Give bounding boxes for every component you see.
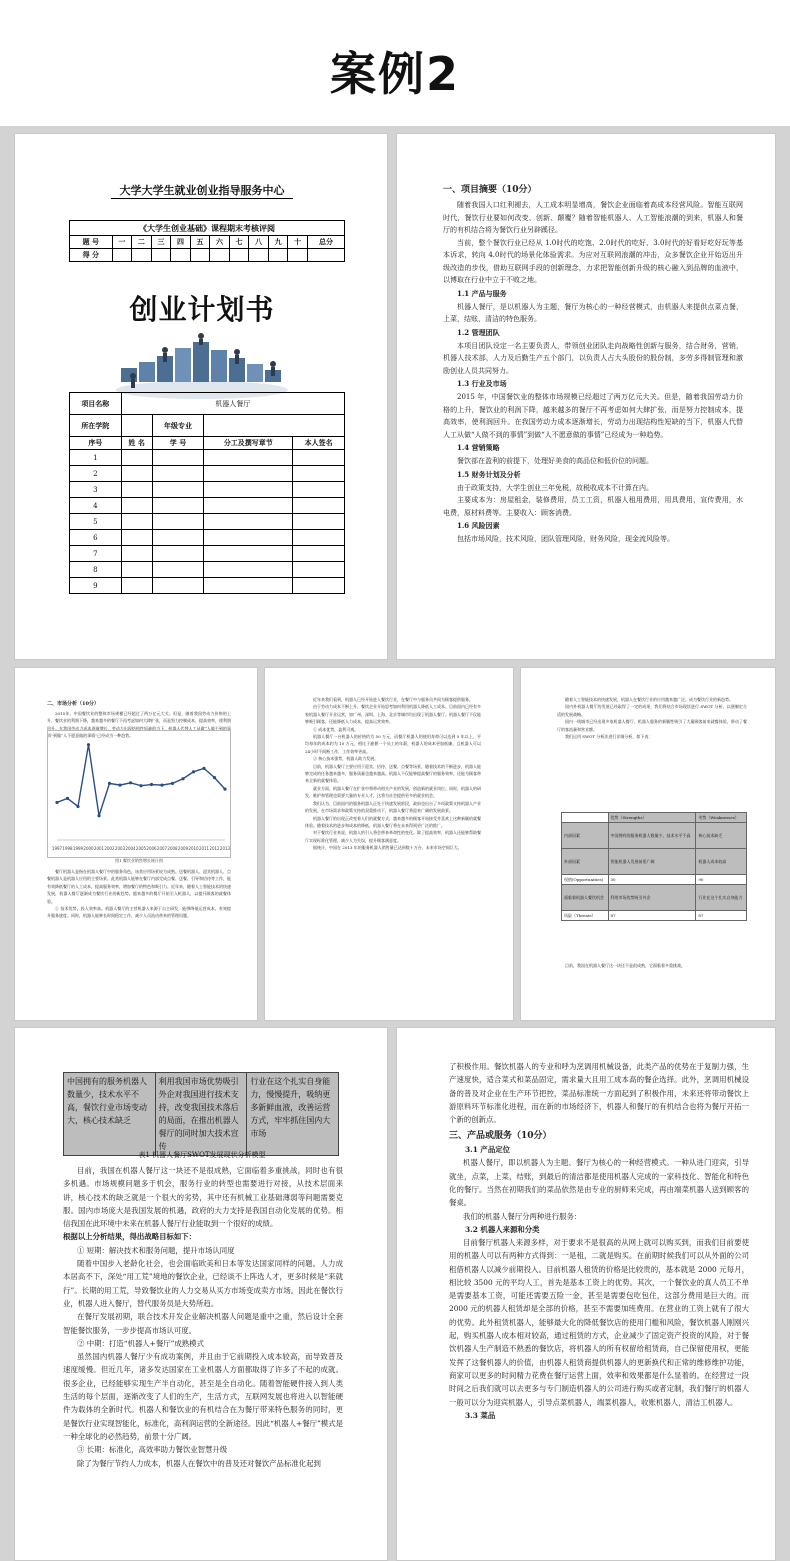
team-header: 学 号 <box>152 437 204 450</box>
team-row-number: 1 <box>70 450 122 466</box>
score-header: 二 <box>132 236 152 249</box>
project-label: 项目名称 <box>70 393 122 415</box>
paragraph: 随着我国人口红利褪去，人工成本明显增高，餐饮企业面临着高成本经营风险。智能互联网时代，餐饮行业要如何改变、创新、颠覆？随着智能机器人、人工智能浪潮的到来，机器人和餐厅的有机结合将为餐饮行业另辟蹊径。 <box>443 201 743 234</box>
market-body <box>47 868 231 920</box>
x-tick-label: 2009 <box>177 846 189 851</box>
data-point <box>66 797 69 800</box>
x-tick-label: 2006 <box>146 846 157 851</box>
strategy-heading: 根据以上分析结果，得出战略目标如下： <box>63 1232 197 1242</box>
paragraph: 对于餐饮行业来说，机器人的引入将会带来革命性的变化。除了提高效率，机器人还能够帮助餐厅实现标准化管理，减少人为失误，提升顾客满意度。 <box>305 830 481 843</box>
score-header: 题 号 <box>70 236 113 249</box>
team-row-number: 9 <box>70 578 122 594</box>
sales-growth-line-chart <box>47 730 231 858</box>
data-point <box>213 776 216 779</box>
swot-cell: 中国拥有的服务机器人数量少，技术水平不高，餐饮行业市场变动大，核心技术缺乏 <box>64 1073 156 1156</box>
section-heading: 二、市场分析（10分） <box>47 701 99 707</box>
x-tick-label: 1997 <box>51 846 63 851</box>
paragraph: 2015 年，中国餐饮业的整体市场规模已经超过了两万亿元大关。但是，随着我国劳动力价格的上升，餐饮业的利润下降，越来越多的餐厅不再考虑如何大肆扩张，而是努力控制成本，提高效率，使利润回升。在我国劳动力成本逐渐增长，劳动力出现结构性短缺的当下，机器人代替人工从做“人做不到的事情”到做“人不愿意做的事情”已经成为一种趋势。 <box>443 393 743 439</box>
x-tick-label: 2004 <box>125 846 136 851</box>
analysis-text <box>305 696 481 852</box>
paragraph: 虽然国内机器人餐厅少有成功案例，并且由于它前期投入成本较高，而导致普及速度缓慢。但近几年，诸多发达国家在工业机器人方面都取得了许多了不起的成就。很多企业，已经能够实现生产半自动化，甚至是全自动化。随着智能硬件接入到人类生活的每个层面，逐渐改变了人们的生产，生活方式，互联网发展也将进入以智能硬件为载体的全新时代。机器人和餐饮业的有机结合在为餐厅带来特色服务的同时，更是餐饮行业实现智能化，标准化，高利润运营的全新途径。因此“机器人+餐厅”模式是一种全球化的必然趋势，前景十分广阔。 <box>63 1352 343 1441</box>
score-header: 七 <box>229 236 249 249</box>
table-caption: 表1 机器人餐厅SWOT发展现状分析模型 <box>138 1151 266 1159</box>
subsection-heading: 1.6 风险因素 <box>457 521 500 530</box>
paragraph: 当前，整个餐饮行业已经从 1.0时代的吃饱、2.0时代的吃好、3.0时代的好看好吃好玩等基本诉求，转向 4.0时代的场景化体验需求。为应对互联网浪潮的冲击，众多餐饮企业开始迈出升级改造的步伐，借助互联网手段的创新理念，力求把智能创新升级的核心融入到品牌的血液中，以博取在行业中立于不败之地。 <box>443 238 743 284</box>
swot-cell: 中国拥有的服务机器人数量少，技术水平不高 <box>608 823 696 849</box>
chart-frame <box>48 731 231 858</box>
data-point <box>181 777 184 780</box>
document-page-strategy <box>14 1027 388 1561</box>
paragraph: 目前餐厅机器人来源多样，对于要求不是很高的从网上就可以购买到，而我们目前要使用的机器人可以有两种方式得到：一是租，二就是购买。在前期时候我们可以从外面的公司租借机器人以减少前期投入。目前机器人租赁的价格是比较贵的，基本就是 2000 元每月，相比较 3500 元的平均人工，首先是基本工资上的优势。其次，一个餐饮业的真人员工不单是需要基本工资，可能还需要五险一金，甚至是需要包吃包住，这部分费用是巨大的。而 2000 元的机器人租赁却是全部的价格，甚至不需要加班费用。在营业的工资上就有了很大的优势。此外租赁机器人，能够最大化的降低餐饮店的使用门槛和风险，餐饮机器人刚刚兴起，购买机器人成本相对较高，通过租赁的方式，企业减少了固定资产投资的风险，对于餐饮机器人生产制造不熟悉的餐饮店，将机器人的所有权留给租赁商，自己保留使用权，更能发挥了这餐机器人的价值，由机器人租赁商提供机器人的更新换代和正常的维修维护功能，商家可以更多的时间精力花费在餐厅运营上面，效率和效果都是什么显着的。在经营过一段时间之后我们就可以去更多与专门制造机器人的公司进行购买或者定制，我们餐厅的机器人一般可以分为迎宾机器人，引导点菜机器人，端菜机器人，收账机器人，清洁工机器人。 <box>449 1237 749 1407</box>
score-table <box>69 220 345 262</box>
swot-row-label: 风险（Threats） <box>562 911 609 921</box>
x-tick-label: 2003 <box>114 846 126 851</box>
school-label: 所在学院 <box>70 415 122 437</box>
paragraph: ② 中期：打造“机器人+餐厅”成熟模式 <box>77 1338 204 1348</box>
grade-label: 年级专业 <box>152 415 204 437</box>
subsection-heading: 1.2 管理团队 <box>457 327 500 337</box>
eval-caption: 《大学生创业基础》课程期末考核评阅 <box>70 221 345 236</box>
subsection-heading: 1.4 营销策略 <box>457 443 500 452</box>
paragraph: ① 成本优势，盈利可观。 <box>313 726 359 732</box>
subsection-heading: 1.5 财务计划及分析 <box>457 469 521 479</box>
paragraph: 目前，我国在机器人餐厅这一块还不是很成熟，它面临着多重挑战。 <box>565 963 685 968</box>
paragraph: 本项目团队设定一名主要负责人，带领创业团队走向战略性创新与服务，结合财务，营销，机器人技术部，人力及后勤生产五个部门，以负责人占大头股份的股份制，多劳多得制管理和激励创业人员共同努力。 <box>443 341 743 375</box>
x-tick-label: 1998 <box>62 846 73 851</box>
swot-cell: 利用我国市场优势吸引外企对我国进行技术支持，改变我国技术落后的局面，在推出机器人餐厅的同时加大技术宣传 <box>155 1073 247 1156</box>
paragraph: 据统计，中国在 2013 年的服务机器人销售量已达到数十万台，未来市场空间巨大。 <box>313 845 462 851</box>
document-page-swot <box>520 667 776 1021</box>
score-header: 八 <box>249 236 269 249</box>
strategy-text <box>63 1164 343 1470</box>
team-header: 姓 名 <box>121 437 152 450</box>
team-table <box>69 392 345 594</box>
data-point <box>139 784 142 787</box>
data-point <box>223 788 226 791</box>
center-name: 大学大学生就业创业指导服务中心 <box>119 184 285 197</box>
paragraph: 餐厅机器人是指在机器人餐厅中的服务角色，该类应用场景较为成熟。送餐机器人、迎宾机器人、点餐机器人是机器人应用的主要场景。此类机器人能够在餐厅内部完成点餐、送餐、引导和招待等工作，能有效降低餐厅的人工成本，提高服务效率，增加餐厅的特色和吸引力。近年来，随着人工智能技术的快速发展，机器人餐厅逐渐成为餐饮行业的新趋势。越来越多的餐厅开始引入机器人，以提升顾客的就餐体验。 <box>47 869 231 904</box>
data-point <box>97 814 100 817</box>
team-row-number: 5 <box>70 514 122 530</box>
swot-header <box>562 813 609 823</box>
paragraph: ① 短期：解决技术和服务问题，提升市场认同度 <box>77 1245 235 1255</box>
team-header: 分工及撰写章节 <box>204 437 293 450</box>
team-row-number: 3 <box>70 482 122 498</box>
swot-row-label: 外部因素 <box>562 849 609 875</box>
paragraph: 了积极作用。餐饮机器人的专业和呼为烹调用机械设备，此类产品的优势在于复制力强，生产速度快，适合菜式和菜品固定，需求量大且用工成本高的餐企选择。此外，烹调用机械设备的普及对企业在生产环节把控，菜品标准统一方面起到了积极作用，未来还将带动餐饮上游原料环节标准化进程，而在新的市场经济下，机器人和餐厅的有机结合也将为餐厅开拓一个新的创新点。 <box>449 1062 749 1125</box>
swot-cell: 30 <box>608 875 696 885</box>
score-header: 一 <box>112 236 132 249</box>
team-row-number: 4 <box>70 498 122 514</box>
x-tick-label: 2002 <box>104 846 115 851</box>
document-page-summary <box>396 133 776 660</box>
subsection-heading: 3.1 产品定位 <box>465 1145 510 1155</box>
score-header: 三 <box>151 236 171 249</box>
score-header: 四 <box>171 236 191 249</box>
score-header: 总分 <box>307 236 344 249</box>
data-point <box>202 767 205 770</box>
swot-cell: 机器人成本较高 <box>696 849 747 875</box>
score-header: 五 <box>190 236 210 249</box>
paragraph: 目前，机器人餐厅主要应用于迎宾、招待、送餐、点餐等场景，随着技术的不断进步，机器人能够完成的任务越来越多，服务质量也越来越高。机器人不仅能够提高餐厅的服务效率，还能为顾客带来全新的就餐体验。 <box>305 763 481 784</box>
swot-cell: 行业在这个扎实自身能力 <box>696 885 747 911</box>
swot-after <box>557 962 747 969</box>
swot-cell: 智能机器人发展前景广阔 <box>608 849 696 875</box>
paragraph: 随着中国步入老龄化社会，也会面临欧美和日本等发达国家同样的问题。人力成本居高不下，深处“用工荒”境地的餐饮企业，已经谈不上阵选人才，更多时候是“来就行”。长期的用工荒，导致餐饮业的人力交易从买方市场变成卖方市场。因此在餐饮行业，机器人进入餐厅，替代服务员是大势所趋。 <box>63 1259 343 1308</box>
swot-row-label: 权值(Opportunities) <box>562 875 609 885</box>
team-row-number: 7 <box>70 546 122 562</box>
data-point <box>150 783 153 786</box>
products-text <box>449 1060 749 1422</box>
paragraph: 国内一线城市已经出现多家机器人餐厅，机器人服务的新颖性吸引了大量顾客前来就餐体验，带动了餐厅的客流量和营业额。 <box>557 719 747 732</box>
paragraph: 我们认为，目前国内的服务机器人正处于快速发展阶段，政府也出台了多项政策支持机器人产业的发展。在市场需求和政策支持的双重推动下，机器人餐厅将迎来广阔的发展前景。 <box>305 800 481 814</box>
swot-row-label: 面临着机器人餐饮机会 <box>562 885 609 911</box>
paragraph: 近年来我们看到，机器人已经开始进入餐饮行业，在餐厅中与服务员共同为顾客提供服务。 <box>313 697 473 702</box>
header-underline <box>111 198 293 199</box>
paragraph: ① 技术优势，投入效率高。机器人餐厅的主营机器人来源于自主研发，能够降低运营成本，有效提升服务速度。同时，机器人能够长时间稳定工作，减少人员流动带来的管理问题。 <box>47 906 231 919</box>
team-row-number: 8 <box>70 562 122 578</box>
swot-intro <box>557 696 747 740</box>
data-point <box>160 784 163 787</box>
paragraph: 主要成本为：房屋租金，装修费用，员工工资，机器人租用费用，用具费用，宣传费用，水电费，原材料费等。主要收入：顾客消费。 <box>443 496 743 517</box>
subsection-heading: 1.3 行业及市场 <box>457 379 507 388</box>
subsection-heading: 1.1 产品与服务 <box>457 288 507 298</box>
paragraph: 2015年，中国餐饮业的整体市场规模已经超过了两万亿元大关。但是，随着我国劳动力价格的上升，餐饮业的利润下降，越来越多的餐厅不再考虑如何大肆扩张，而是努力控制成本，提高效率，使利润回升。在我国劳动力成本逐渐增长，劳动力出现结构性短缺的当下，机器人代替人工从做“人做不到的事情”到做“人不愿意做的事情”已经成为一种趋势。 <box>47 711 231 739</box>
page-title: 案例2 <box>329 47 460 101</box>
score-header: 六 <box>210 236 230 249</box>
paragraph: 就业方面，机器人餐厅在扩张中将带动相关产业的发展，创造新的就业岗位。同时，机器人的研发、维护和管理也需要大量的专业人才，这将为社会提供更多的就业机会。 <box>305 785 481 799</box>
score-header: 十 <box>288 236 308 249</box>
paragraph: 机器人餐厅的出现正改变着人们的就餐方式，越来越多的顾客开始接受并喜欢上这种新颖的就餐体验。随着技术的进步和成本的降低，机器人餐厅将在未来得到更广泛的推广。 <box>305 815 481 828</box>
swot-continuation-table <box>63 1072 339 1156</box>
subsection-heading: 3.3 菜品 <box>465 1410 496 1420</box>
section-heading: 一、项目摘要（10分） <box>443 185 537 195</box>
summary-text <box>443 180 743 546</box>
data-point <box>192 770 195 773</box>
paragraph: 国内外机器人餐厅的发展已经取得了一定的成果，我们将结合市场现状进行 SWOT 分析，以便制定合适的发展战略。 <box>557 704 747 717</box>
team-header: 序号 <box>70 437 122 450</box>
data-point <box>171 782 174 785</box>
subsection-heading: 3.2 机器人来源和分类 <box>465 1224 540 1234</box>
x-tick-label: 2005 <box>135 846 147 851</box>
x-tick-label: 1999 <box>72 846 84 851</box>
data-point <box>76 805 79 808</box>
x-tick-label: 2012 <box>209 846 220 851</box>
section-heading: 三、产品或服务（10分） <box>449 1131 552 1142</box>
swot-header: 劣势（Weaknesses） <box>696 813 747 823</box>
team-header: 本人签名 <box>293 437 345 450</box>
swot-cell: 核心技术缺乏 <box>696 823 747 849</box>
swot-cell: 利用市场优势吸引外企 <box>608 885 696 911</box>
x-tick-label: 2000 <box>83 846 94 851</box>
score-header: 九 <box>268 236 288 249</box>
document-page-products <box>396 1027 776 1561</box>
paragraph: 餐饮部在盈利的前提下，处理好美食的高品位和低价位的问题。 <box>457 457 653 465</box>
swot-cell: 87 <box>696 911 747 921</box>
paragraph: 我们运用 SWOT 分析法进行详细分析，如下表： <box>565 734 653 740</box>
document-page-market <box>14 667 258 1021</box>
swot-cell: 行业在这个扎实自身能力，慢慢提升，吸纳更多新鲜血液，改善运营方式，牢牢抓住国内大市场 <box>247 1073 339 1156</box>
document-page-analysis <box>264 667 514 1021</box>
paragraph: ③ 长期：标准化，高效率助力餐饮业智慧升级 <box>77 1445 228 1455</box>
team-row-number: 6 <box>70 530 122 546</box>
x-tick-label: 2011 <box>198 846 210 851</box>
paragraph: 我们的机器人餐厅分两种进行服务： <box>463 1211 582 1221</box>
business-plan-title: 创业计划书 <box>129 293 275 326</box>
swot-header: 优势（Strengths） <box>608 813 696 823</box>
paragraph: 机器人餐厅，即以机器人为主题、餐厅为核心的一种经营模式。一种从进门迎宾，引导就坐，点菜，上菜，结账，到最后的清洁都是使用机器人完成的一家科技化、智能化和特色化的餐厅。当然在初期我们的菜品依然是由专业的厨师来完成，再由端菜机器人送到顾客的餐桌。 <box>449 1158 749 1208</box>
data-point <box>129 781 132 784</box>
x-tick-label: 2010 <box>188 846 199 851</box>
data-point <box>87 743 90 746</box>
x-tick-label: 2013 <box>219 846 231 851</box>
paragraph: 随着人工智能技术的快速发展，机器人在餐饮行业的应用越来越广泛，成为餐饮行业的新趋势。 <box>565 697 733 702</box>
paragraph: 在餐厅发展初期，联合技术开发企业解决机器人问题是重中之重，然后设计全套智能餐饮服务，一步步提高市场认可度。 <box>63 1312 343 1335</box>
chart-caption: 图1 餐饮业销售增长统计图 <box>115 858 163 863</box>
paragraph: 包括市场风险，技术风险，团队管理风险，财务风险，现金流风险等。 <box>457 535 674 543</box>
data-point <box>118 784 121 787</box>
team-row-number: 2 <box>70 466 122 482</box>
series-line <box>57 745 225 816</box>
swot-table <box>561 812 747 921</box>
x-tick-label: 2001 <box>93 846 105 851</box>
paragraph: 机器人餐厅，是以机器人为主题，餐厅为核心的一种经营模式，由机器人来提供点菜点餐，上菜，结账，清洁的特色服务。 <box>443 302 743 323</box>
x-tick-label: 2007 <box>156 846 168 851</box>
swot-cell: 90 <box>696 875 747 885</box>
score-label: 得 分 <box>70 249 113 262</box>
swot-cell: 87 <box>608 911 696 921</box>
paragraph: 由于劳动力成本不断上升，餐饮企业开始思考如何利用机器人降低人工成本。目前国内已经有多家机器人餐厅开业运营，如广州、深圳、上海、北京等城市均出现了机器人餐厅。机器人餐厅不仅能够吸引顾客，还能降低人力成本，提高运营效率。 <box>305 704 481 725</box>
project-name: 机器人餐厅 <box>121 393 344 415</box>
paragraph: 由于政策支持，大学生创业三年免税，故税收成本不计算在内。 <box>457 483 653 492</box>
paragraph: 目前，我国在机器人餐厅这一块还不是很成熟，它面临着多重挑战，同时也有很多机遇。市场规模问题多于机会，服务行业的转型也需要进行对接，从技术层面来讲，核心技术的缺乏就是一个很大的劣势，其中还有机械工业基础薄弱等问题需要克服。国内市场庞大是我国发展的机遇，政府的大力支持是我国自动化发展的优势。相信我国在此环境中未来在机器人餐厅行业能取到一个很好的成绩。 <box>63 1166 343 1229</box>
paragraph: 除了为餐厅节约人力成本，机器人在餐饮中的普及还对餐饮产品标准化起到 <box>77 1458 321 1468</box>
document-page-cover <box>14 133 388 660</box>
x-tick-label: 2008 <box>167 846 178 851</box>
data-point <box>55 801 58 804</box>
paragraph: 机器人餐厅一台机器人的价格约为 50 万元，而餐厅机器人的使用寿命可以达到 5 年以上，平均每年的成本约为 10 万元，相比于雇佣一个员工的年薪，机器人的成本更加低廉，且机器人可以24小时不间断工作，工作效率更高。 <box>305 734 481 754</box>
data-point <box>108 782 111 785</box>
swot-row-label: 内部因素 <box>562 823 609 849</box>
business-people-illustration <box>113 332 291 400</box>
paragraph: ② 核心技术强势，机器人助力发展。 <box>313 756 379 762</box>
